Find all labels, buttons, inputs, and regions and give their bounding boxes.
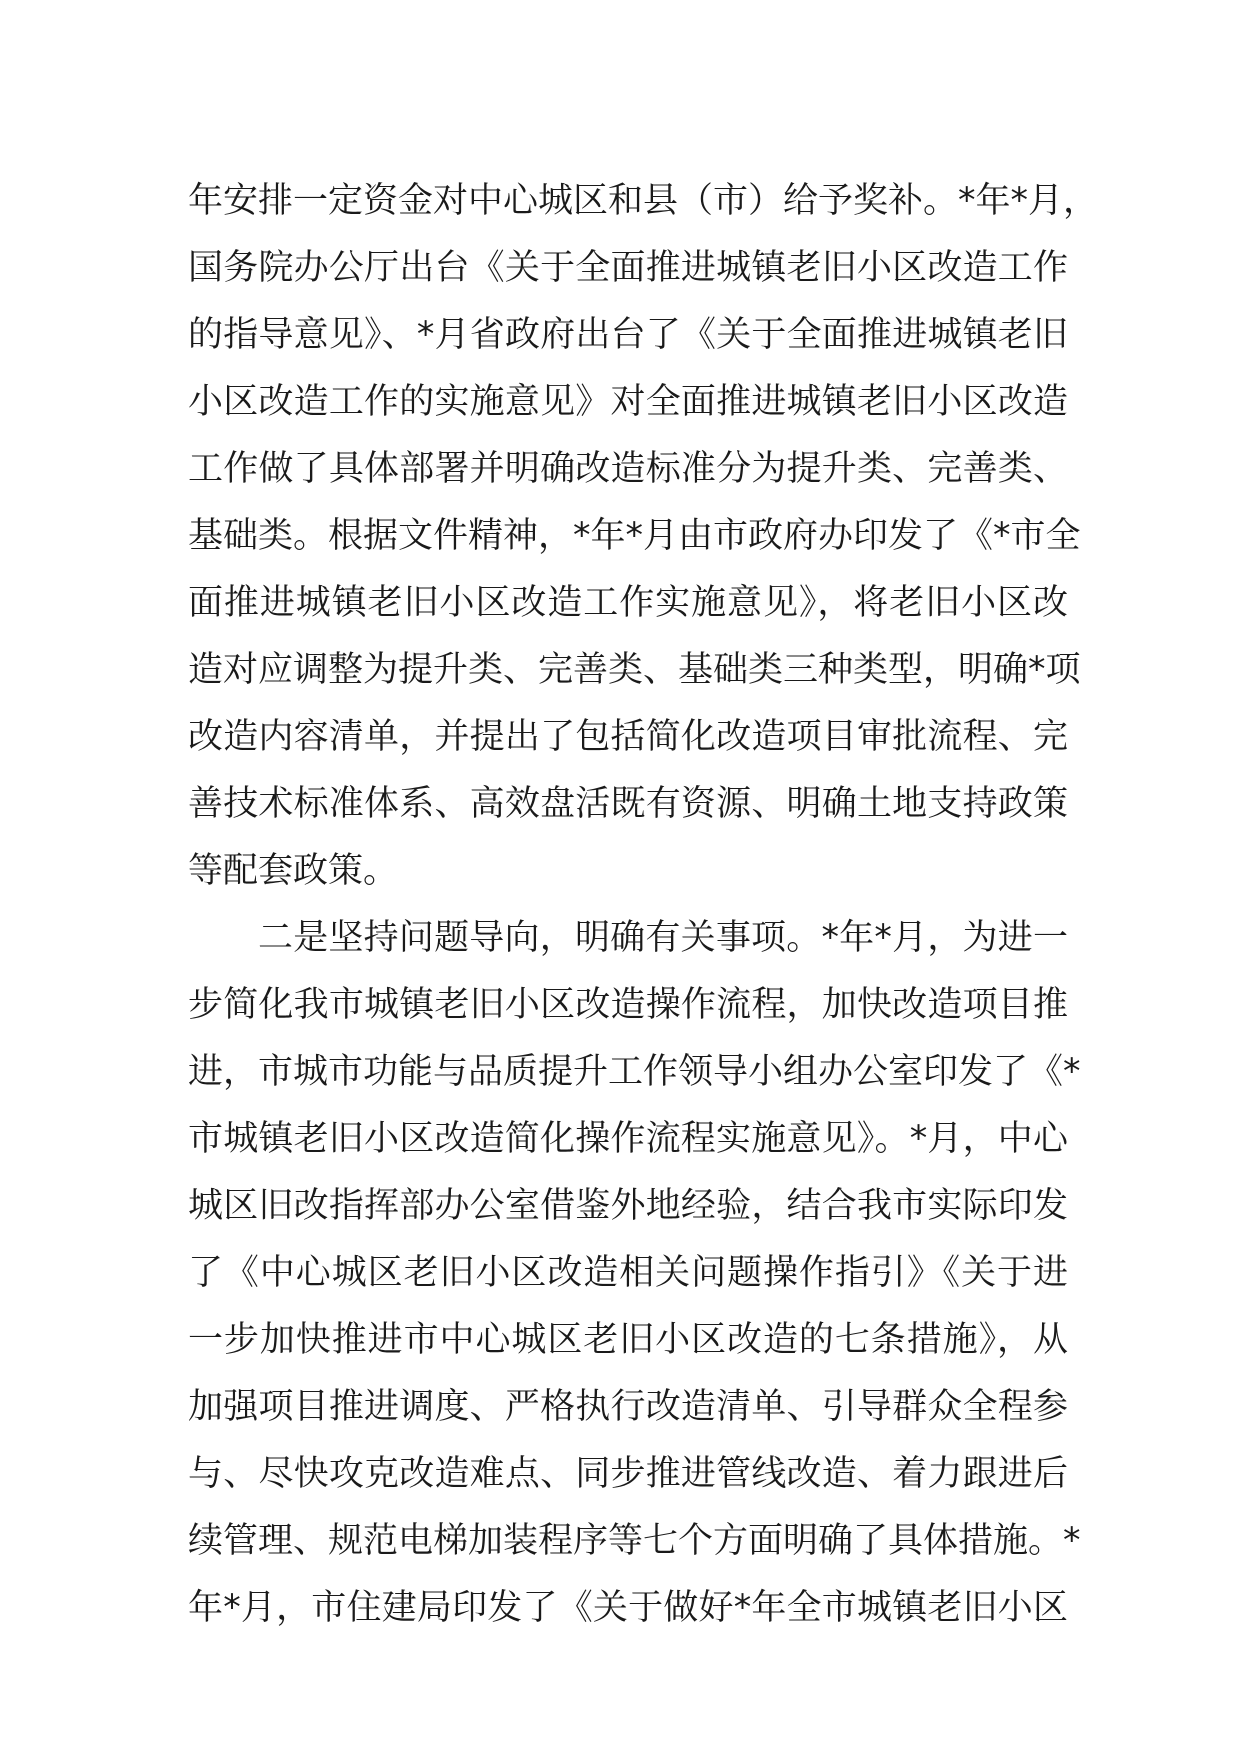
- text-line: 年*月，市住建局印发了《关于做好*年全市城镇老旧小区: [188, 1588, 1068, 1628]
- text-line: 面推进城镇老旧小区改造工作实施意见》，将老旧小区改: [188, 583, 1068, 623]
- text-line: 一步加快推进市中心城区老旧小区改造的七条措施》，从: [188, 1320, 1068, 1360]
- text-line: 小区改造工作的实施意见》对全面推进城镇老旧小区改造: [188, 382, 1068, 422]
- text-line: 加强项目推进调度、严格执行改造清单、引导群众全程参: [188, 1387, 1068, 1427]
- text-line: 的指导意见》、*月省政府出台了《关于全面推进城镇老旧: [188, 315, 1068, 355]
- text-line: 与、尽快攻克改造难点、同步推进管线改造、着力跟进后: [188, 1454, 1068, 1494]
- text-line: 等配套政策。: [188, 851, 399, 891]
- text-line: 基础类。根据文件精神，*年*月由市政府办印发了《*市全: [188, 516, 1081, 556]
- text-line: 步简化我市城镇老旧小区改造操作流程，加快改造项目推: [188, 985, 1068, 1025]
- text-line: 了《中心城区老旧小区改造相关问题操作指引》《关于进: [188, 1253, 1068, 1293]
- text-line: 城区旧改指挥部办公室借鉴外地经验，结合我市实际印发: [188, 1186, 1068, 1226]
- text-line: 改造内容清单，并提出了包括简化改造项目审批流程、完: [188, 717, 1068, 757]
- text-line: 续管理、规范电梯加装程序等七个方面明确了具体措施。*: [188, 1521, 1081, 1561]
- document-body: [188, 168, 1099, 1642]
- text-line: 进，市城市功能与品质提升工作领导小组办公室印发了《*: [188, 1052, 1081, 1092]
- text-line: 市城镇老旧小区改造简化操作流程实施意见》。*月，中心: [188, 1119, 1068, 1159]
- text-line: 造对应调整为提升类、完善类、基础类三种类型，明确*项: [188, 650, 1081, 690]
- text-line: 善技术标准体系、高效盘活既有资源、明确土地支持政策: [188, 784, 1068, 824]
- paragraph-first-line: 二是坚持问题导向，明确有关事项。*年*月，为进一: [258, 918, 1068, 958]
- text-line: 年安排一定资金对中心城区和县（市）给予奖补。*年*月，: [188, 181, 1099, 221]
- text-line: 工作做了具体部署并明确改造标准分为提升类、完善类、: [188, 449, 1068, 489]
- text-line: 国务院办公厅出台《关于全面推进城镇老旧小区改造工作: [188, 248, 1068, 288]
